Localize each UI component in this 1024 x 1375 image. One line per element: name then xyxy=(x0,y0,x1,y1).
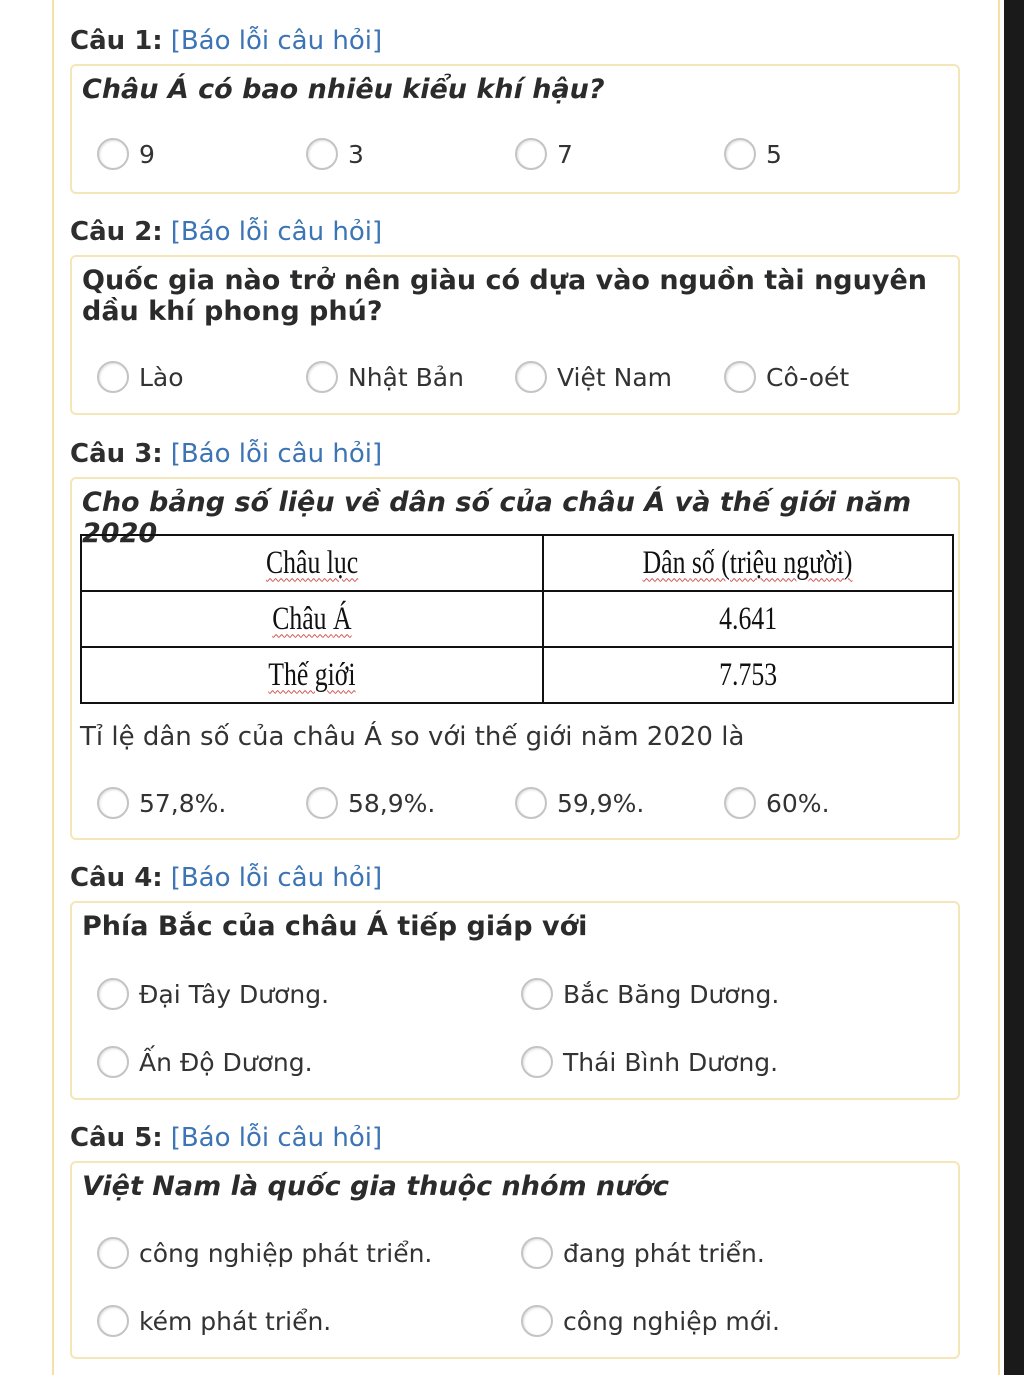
table-header-cell: Châu lục xyxy=(81,535,543,591)
question-2-box xyxy=(70,255,960,415)
question-2-report-link[interactable]: [Báo lỗi câu hỏi] xyxy=(170,217,383,247)
question-3-text: Cho bảng số liệu về dân số của châu Á và thế giới năm 2020 xyxy=(82,487,912,549)
question-4-report-link[interactable]: [Báo lỗi câu hỏi] xyxy=(170,863,383,893)
question-5-header xyxy=(70,1121,382,1155)
table-cell: 7.753 xyxy=(543,647,953,703)
question-2-option-c[interactable] xyxy=(515,357,672,397)
question-5-number: Câu 5: xyxy=(70,1123,163,1153)
question-3-header xyxy=(70,437,382,471)
option-label: 60%. xyxy=(766,788,830,818)
question-5-option-a[interactable] xyxy=(97,1233,432,1273)
question-5-option-b[interactable] xyxy=(521,1233,765,1273)
screen-edge xyxy=(1004,0,1024,1375)
question-1-header xyxy=(70,24,382,58)
option-label: đang phát triển. xyxy=(563,1238,765,1268)
radio-button[interactable] xyxy=(521,978,553,1010)
question-1-option-b[interactable] xyxy=(306,134,364,174)
radio-button[interactable] xyxy=(97,1046,129,1078)
question-4-box xyxy=(70,901,960,1100)
option-label: Lào xyxy=(139,362,184,392)
radio-button[interactable] xyxy=(515,138,547,170)
option-label: Bắc Băng Dương. xyxy=(563,979,780,1009)
radio-button[interactable] xyxy=(521,1305,553,1337)
option-label: 58,9%. xyxy=(348,788,436,818)
question-3-box xyxy=(70,477,960,840)
radio-button[interactable] xyxy=(724,787,756,819)
question-3-option-b[interactable] xyxy=(306,783,435,823)
option-label: Nhật Bản xyxy=(348,362,464,392)
question-3-option-a[interactable] xyxy=(97,783,226,823)
question-2-number: Câu 2: xyxy=(70,217,163,247)
option-label: Đại Tây Dương. xyxy=(139,979,330,1009)
question-1-text: Châu Á có bao nhiêu kiểu khí hậu? xyxy=(82,74,605,105)
radio-button[interactable] xyxy=(515,361,547,393)
radio-button[interactable] xyxy=(97,978,129,1010)
question-3-report-link[interactable]: [Báo lỗi câu hỏi] xyxy=(170,439,383,469)
table-row xyxy=(81,647,953,703)
option-label: Thái Bình Dương. xyxy=(563,1047,779,1077)
question-1-box xyxy=(70,64,960,194)
question-2-header xyxy=(70,215,382,249)
question-5-report-link[interactable]: [Báo lỗi câu hỏi] xyxy=(170,1123,383,1153)
radio-button[interactable] xyxy=(97,361,129,393)
option-label: kém phát triển. xyxy=(139,1306,332,1336)
radio-button[interactable] xyxy=(97,1305,129,1337)
question-4-text: Phía Bắc của châu Á tiếp giáp với xyxy=(82,911,588,942)
left-border-line xyxy=(52,0,54,1375)
table-cell: Châu Á xyxy=(81,591,543,647)
option-label: 3 xyxy=(348,139,364,169)
table-cell: 4.641 xyxy=(543,591,953,647)
question-3-prompt: Tỉ lệ dân số của châu Á so với thế giới năm 2020 là xyxy=(80,722,745,752)
radio-button[interactable] xyxy=(97,1237,129,1269)
question-5-box xyxy=(70,1161,960,1359)
question-3-option-c[interactable] xyxy=(515,783,644,823)
question-4-option-b[interactable] xyxy=(521,974,779,1014)
radio-button[interactable] xyxy=(306,138,338,170)
option-label: 59,9%. xyxy=(557,788,645,818)
radio-button[interactable] xyxy=(97,787,129,819)
radio-button[interactable] xyxy=(521,1237,553,1269)
question-4-option-c[interactable] xyxy=(97,1042,313,1082)
question-5-option-d[interactable] xyxy=(521,1301,780,1341)
question-5-option-c[interactable] xyxy=(97,1301,331,1341)
radio-button[interactable] xyxy=(724,138,756,170)
question-2-option-a[interactable] xyxy=(97,357,184,397)
question-4-option-d[interactable] xyxy=(521,1042,778,1082)
population-table xyxy=(80,534,954,704)
radio-button[interactable] xyxy=(515,787,547,819)
option-label: 57,8%. xyxy=(139,788,227,818)
right-border-line xyxy=(998,0,1000,1375)
option-label: công nghiệp mới. xyxy=(563,1306,780,1336)
question-2-option-b[interactable] xyxy=(306,357,464,397)
option-label: Cô-oét xyxy=(766,362,850,392)
radio-button[interactable] xyxy=(306,787,338,819)
question-2-text: Quốc gia nào trở nên giàu có dựa vào nguồn tài nguyên dầu khí phong phú? xyxy=(82,265,927,327)
question-1-option-d[interactable] xyxy=(724,134,782,174)
question-4-option-a[interactable] xyxy=(97,974,329,1014)
question-3-option-d[interactable] xyxy=(724,783,830,823)
question-5-text: Việt Nam là quốc gia thuộc nhóm nước xyxy=(82,1171,670,1202)
question-1-report-link[interactable]: [Báo lỗi câu hỏi] xyxy=(170,26,383,56)
option-label: 7 xyxy=(557,139,573,169)
table-header-row xyxy=(81,535,953,591)
question-1-option-c[interactable] xyxy=(515,134,573,174)
radio-button[interactable] xyxy=(521,1046,553,1078)
question-2-option-d[interactable] xyxy=(724,357,849,397)
option-label: Việt Nam xyxy=(557,362,673,392)
table-cell: Thế giới xyxy=(81,647,543,703)
radio-button[interactable] xyxy=(97,138,129,170)
question-4-header xyxy=(70,861,382,895)
option-label: công nghiệp phát triển. xyxy=(139,1238,433,1268)
question-3-number: Câu 3: xyxy=(70,439,163,469)
question-1-option-a[interactable] xyxy=(97,134,155,174)
option-label: Ấn Độ Dương. xyxy=(139,1047,313,1077)
question-4-number: Câu 4: xyxy=(70,863,163,893)
table-row xyxy=(81,591,953,647)
option-label: 9 xyxy=(139,139,155,169)
option-label: 5 xyxy=(766,139,782,169)
radio-button[interactable] xyxy=(724,361,756,393)
radio-button[interactable] xyxy=(306,361,338,393)
table-header-cell: Dân số (triệu người) xyxy=(543,535,953,591)
question-1-number: Câu 1: xyxy=(70,26,163,56)
